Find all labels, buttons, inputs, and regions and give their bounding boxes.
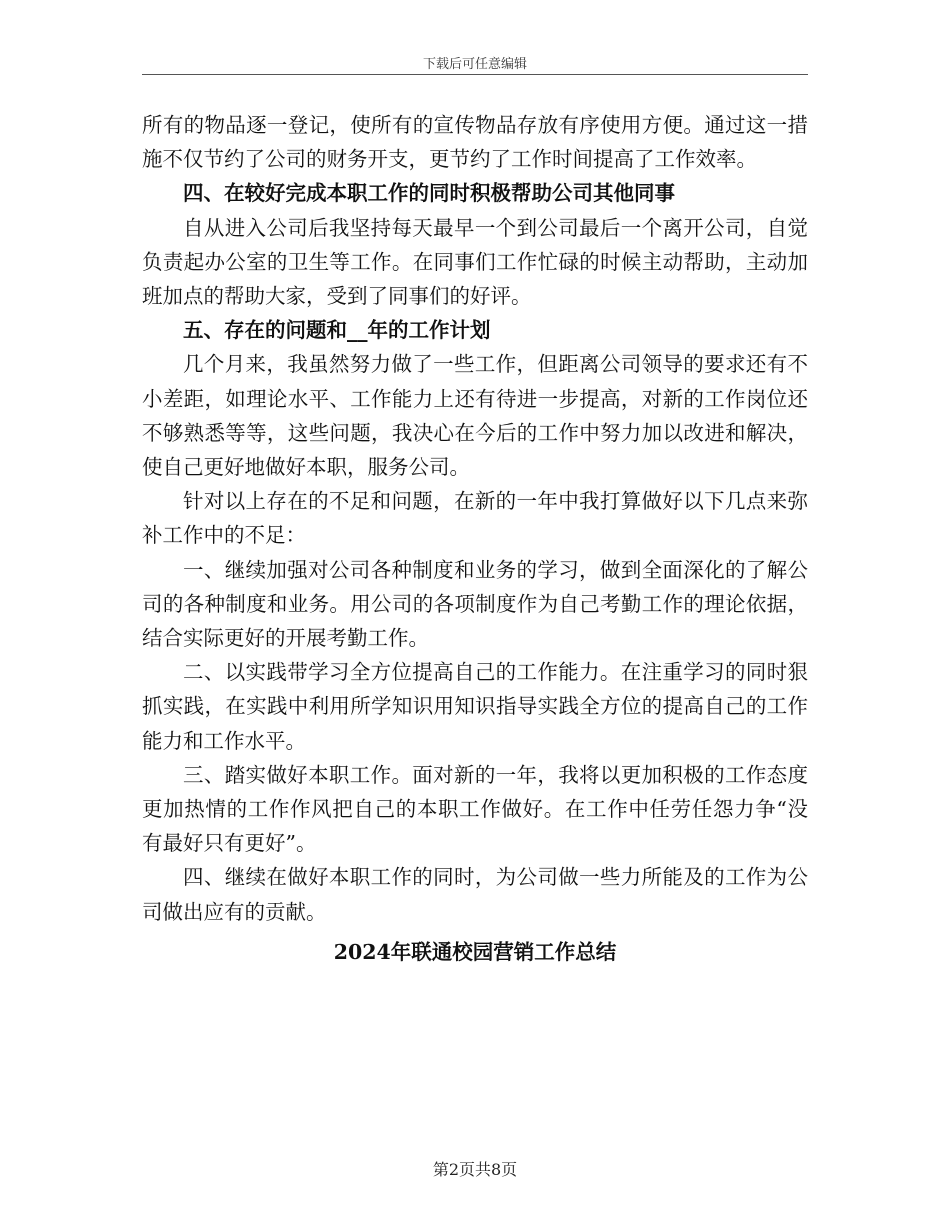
document-title: 2024年联通校园营销工作总结 [333,939,617,964]
document-body [142,108,808,969]
paragraph: 针对以上存在的不足和问题，在新的一年中我打算做好以下几点来弥补工作中的不足： [142,489,808,548]
paragraph: 自从进入公司后我坚持每天最早一个到公司最后一个离开公司，自觉负责起办公室的卫生等工作。在同事们工作忙碌的时候主动帮助，主动加班加点的帮助大家，受到了同事们的好评。 [142,215,808,309]
plan-item-1: 一、继续加强对公司各种制度和业务的学习，做到全面深化的了解公司的各种制度和业务。用公司的各项制度作为自己考勤工作的理论依据，结合实际更好的开展考勤工作。 [142,557,808,651]
paragraph: 几个月来，我虽然努力做了一些工作，但距离公司领导的要求还有不小差距，如理论水平、工作能力上还有待进一步提高，对新的工作岗位还不够熟悉等等，这些问题，我决心在今后的工作中努力加以改进和解决，使自己更好地做好本职，服务公司。 [142,352,808,480]
page-number: 第2页共8页 [432,1160,518,1179]
plan-item-3: 三、踏实做好本职工作。面对新的一年，我将以更加积极的工作态度更加热情的工作作风把自己的本职工作做好。在工作中任劳任怨力争“没有最好只有更好”。 [142,762,808,856]
section-heading-5: 五、存在的问题和__年的工作计划 [183,318,491,343]
paragraph-continuation: 所有的物品逐一登记，使所有的宣传物品存放有序使用方便。通过这一措施不仅节约了公司的财务开支，更节约了工作时间提高了工作效率。 [142,113,808,172]
page-header: 下载后可任意编辑 [422,57,527,72]
section-heading-4: 四、在较好完成本职工作的同时积极帮助公司其他同事 [183,181,675,206]
plan-item-2: 二、以实践带学习全方位提高自己的工作能力。在注重学习的同时狠抓实践，在实践中利用所学知识用知识指导实践全方位的提高自己的工作能力和工作水平。 [142,660,808,753]
plan-item-4: 四、继续在做好本职工作的同时，为公司做一些力所能及的工作为公司做出应有的贡献。 [142,865,808,924]
header-divider [142,74,808,75]
